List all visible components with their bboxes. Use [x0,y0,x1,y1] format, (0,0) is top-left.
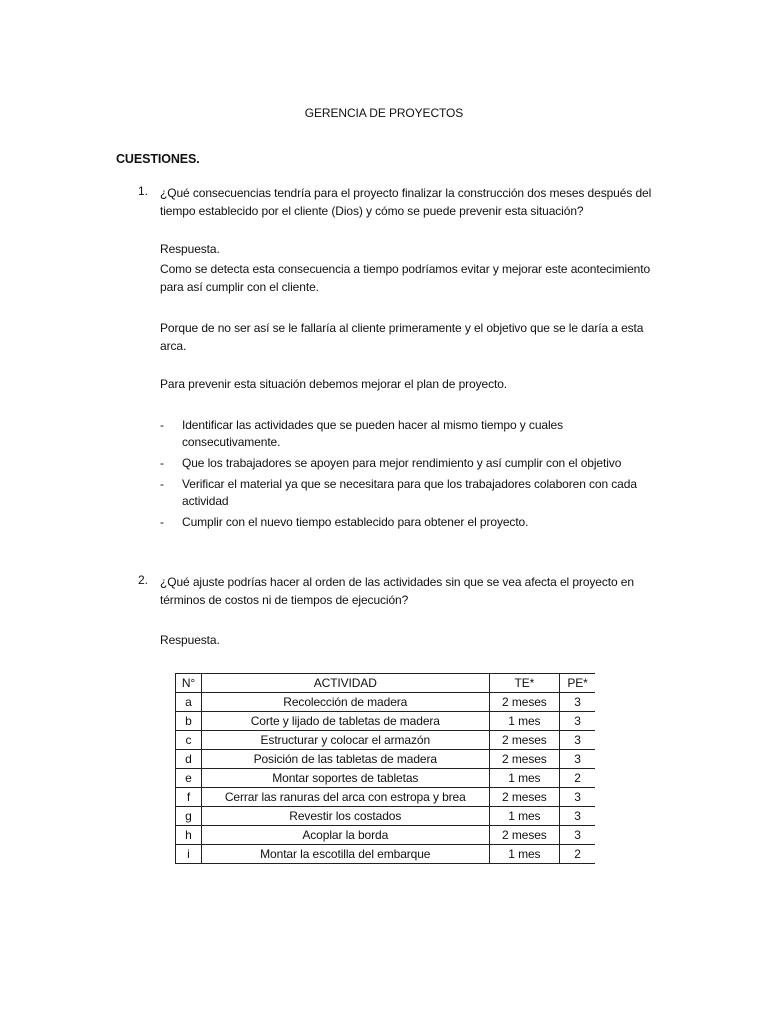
section-heading: CUESTIONES. [116,152,200,166]
cell-number: f [176,788,202,807]
cell-pe: 3 [560,712,595,731]
question-1-text: ¿Qué consecuencias tendría para el proyecto finalizar la construcción dos meses después del tiempo establecido por el cliente (Dios) y cómo se puede prevenir esta situación? [160,186,652,218]
bullet-dash: - [160,418,164,432]
cell-activity: Recolección de madera [201,693,489,712]
list-item [160,514,660,531]
header-number: N° [176,674,202,693]
table-row [176,712,596,731]
list-item [160,417,660,451]
table-row [176,750,596,769]
cell-pe: 3 [560,826,595,845]
table-row [176,826,596,845]
bullet-dash: - [160,477,164,491]
cell-activity: Acoplar la borda [201,826,489,845]
cell-te: 1 mes [489,845,559,864]
cell-activity: Cerrar las ranuras del arca con estropa y brea [201,788,489,807]
cell-te: 2 meses [489,731,559,750]
question-1-paragraph-3: Para prevenir esta situación debemos mejorar el plan de proyecto. [160,377,508,391]
table-row [176,807,596,826]
bullet-dash: - [160,456,164,470]
cell-number: g [176,807,202,826]
bullet-text: Verificar el material ya que se necesitara para que los trabajadores colaboren con cada actividad [182,477,637,508]
question-1-paragraph-2: Porque de no ser así se le fallaría al cliente primeramente y el objetivo que se le daría a esta arca. [160,321,644,353]
question-1-number: 1. [138,184,148,198]
cell-pe: 3 [560,788,595,807]
cell-number: i [176,845,202,864]
table-row [176,693,596,712]
cell-number: c [176,731,202,750]
cell-activity: Posición de las tabletas de madera [201,750,489,769]
cell-te: 1 mes [489,769,559,788]
cell-pe: 3 [560,807,595,826]
question-2-number: 2. [138,573,148,587]
cell-te: 2 meses [489,788,559,807]
list-item [160,476,660,510]
table-row [176,788,596,807]
header-te: TE* [489,674,559,693]
bullet-text: Identificar las actividades que se pueden hacer al mismo tiempo y cuales consecutivamente. [182,418,564,449]
cell-te: 1 mes [489,807,559,826]
bullet-text: Que los trabajadores se apoyen para mejor rendimiento y así cumplir con el objetivo [182,456,622,470]
cell-pe: 3 [560,693,595,712]
table-header-row [176,674,596,693]
question-2-text: ¿Qué ajuste podrías hacer al orden de las actividades sin que se vea afecta el proyecto en términos de costos ni de tiempos de ejecución? [160,575,634,607]
activity-table [175,673,595,864]
cell-pe: 2 [560,769,595,788]
question-1-bullet-list [160,417,660,531]
cell-number: e [176,769,202,788]
header-pe: PE* [560,674,595,693]
cell-activity: Montar la escotilla del embarque [201,845,489,864]
table-row [176,769,596,788]
cell-te: 1 mes [489,712,559,731]
cell-activity: Montar soportes de tabletas [201,769,489,788]
cell-activity: Estructurar y colocar el armazón [201,731,489,750]
header-activity: ACTIVIDAD [201,674,489,693]
list-item [160,455,660,472]
question-1-paragraph-1: Como se detecta esta consecuencia a tiempo podríamos evitar y mejorar este acontecimiento para así cumplir con el cliente. [160,262,651,294]
cell-pe: 3 [560,750,595,769]
question-2-answer-label: Respuesta. [160,633,220,647]
cell-pe: 3 [560,731,595,750]
cell-number: d [176,750,202,769]
cell-number: h [176,826,202,845]
cell-activity: Corte y lijado de tabletas de madera [201,712,489,731]
question-1-answer-label: Respuesta. [160,242,220,256]
cell-te: 2 meses [489,826,559,845]
table-row [176,731,596,750]
cell-pe: 2 [560,845,595,864]
table-row [176,845,596,864]
document-title: GERENCIA DE PROYECTOS [304,106,464,120]
cell-te: 2 meses [489,750,559,769]
cell-te: 2 meses [489,693,559,712]
cell-number: a [176,693,202,712]
cell-number: b [176,712,202,731]
cell-activity: Revestir los costados [201,807,489,826]
bullet-text: Cumplir con el nuevo tiempo establecido para obtener el proyecto. [182,515,529,529]
bullet-dash: - [160,515,164,529]
